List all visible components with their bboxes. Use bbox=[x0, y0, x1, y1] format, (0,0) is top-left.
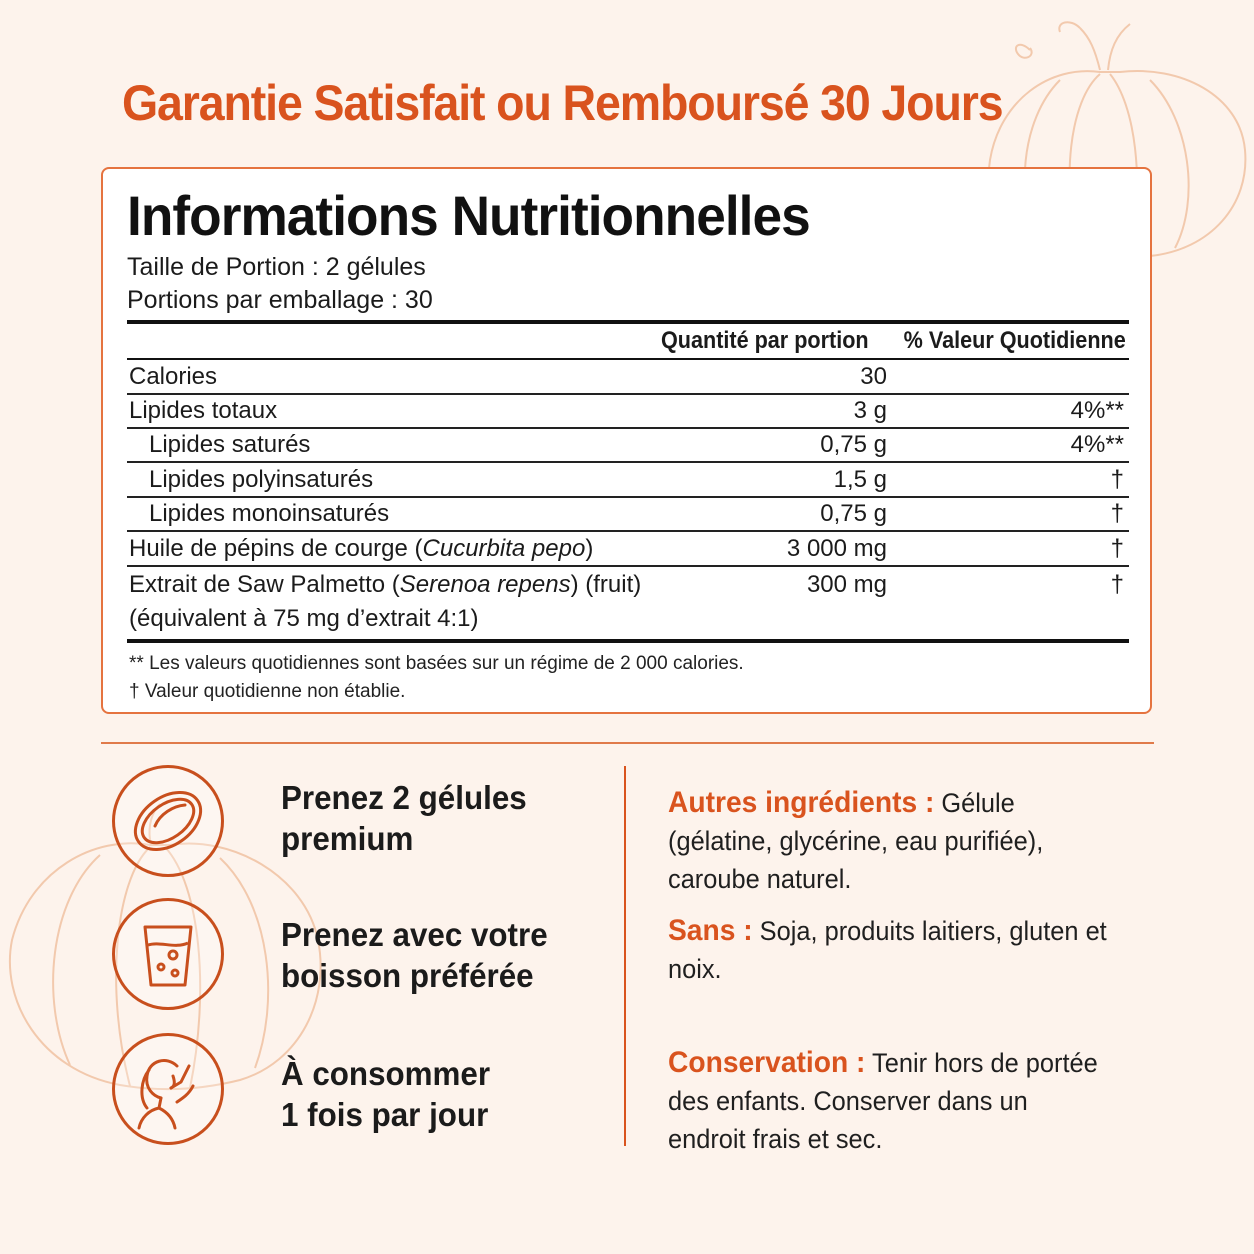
nutrient-label-calories: Calories bbox=[129, 363, 218, 390]
nutrient-label-monounsaturated-fat: Lipides monoinsaturés bbox=[149, 500, 390, 527]
nutrient-amount-monounsaturated-fat: 0,75 g bbox=[820, 500, 887, 527]
row-separator bbox=[127, 461, 1129, 463]
row-separator bbox=[127, 530, 1129, 532]
nutrient-amount-saturated-fat: 0,75 g bbox=[820, 431, 887, 458]
nutrition-facts-panel bbox=[101, 167, 1152, 714]
step-line: 1 fois par jour bbox=[281, 1096, 489, 1133]
column-header-amount: Quantité par portion bbox=[661, 327, 869, 354]
row-separator bbox=[127, 496, 1129, 498]
section-divider bbox=[101, 742, 1154, 744]
row-separator bbox=[127, 565, 1129, 567]
label-end: ) bbox=[585, 535, 594, 562]
nutrient-dv-polyunsaturated-fat: † bbox=[1110, 466, 1124, 493]
row-separator bbox=[127, 427, 1129, 429]
nutrient-label-total-fat: Lipides totaux bbox=[129, 397, 278, 424]
nutrient-dv-total-fat: 4%** bbox=[1070, 397, 1124, 424]
footnote-daily-values: ** Les valeurs quotidiennes sont basées sur un régime de 2 000 calories. bbox=[129, 653, 744, 674]
nutrient-dv-pumpkin-seed-oil: † bbox=[1110, 535, 1124, 562]
nutrient-label-polyunsaturated-fat: Lipides polyinsaturés bbox=[149, 466, 374, 493]
thick-rule-bottom bbox=[127, 639, 1129, 643]
nutrient-amount-saw-palmetto: 300 mg bbox=[806, 571, 887, 598]
nutrient-amount-total-fat: 3 g bbox=[853, 397, 887, 424]
storage-instructions bbox=[668, 1044, 1110, 1158]
thick-rule-top bbox=[127, 320, 1129, 324]
column-header-daily-value: % Valeur Quotidienne bbox=[903, 327, 1126, 354]
allergen-free-label: Sans : bbox=[668, 914, 753, 947]
step-line: À consommer bbox=[281, 1055, 491, 1092]
step-line: Prenez 2 gélules bbox=[281, 779, 527, 816]
column-divider bbox=[624, 766, 626, 1146]
label-main: Extrait de Saw Palmetto ( bbox=[129, 571, 400, 598]
footnote-not-established: † Valeur quotidienne non établie. bbox=[129, 681, 406, 702]
allergen-free bbox=[668, 912, 1110, 988]
label-main: Huile de pépins de courge ( bbox=[129, 535, 423, 562]
guarantee-headline: Garantie Satisfait ou Remboursé 30 Jours bbox=[122, 75, 1003, 131]
latin-name: Cucurbita pepo bbox=[422, 535, 586, 562]
other-ingredients-label: Autres ingrédients : bbox=[668, 786, 935, 819]
other-ingredients bbox=[668, 784, 1110, 898]
nutrient-amount-polyunsaturated-fat: 1,5 g bbox=[833, 466, 887, 493]
latin-name: Serenoa repens bbox=[399, 571, 571, 598]
nutrient-label-pumpkin-seed-oil bbox=[129, 535, 593, 563]
row-separator bbox=[127, 393, 1129, 395]
step-line: boisson préférée bbox=[281, 957, 534, 994]
nutrient-dv-saturated-fat: 4%** bbox=[1070, 431, 1124, 458]
nutrient-label-saw-palmetto bbox=[129, 571, 641, 599]
serving-size: Taille de Portion : 2 gélules bbox=[127, 253, 426, 281]
header-rule bbox=[127, 358, 1129, 360]
woman-drinking-icon bbox=[112, 1033, 224, 1145]
step-take-with-drink bbox=[281, 914, 548, 996]
step-line: Prenez avec votre bbox=[281, 916, 548, 953]
nutrient-dv-saw-palmetto: † bbox=[1110, 571, 1124, 598]
capsule-icon bbox=[112, 765, 224, 877]
nutrient-amount-calories: 30 bbox=[860, 363, 887, 390]
label-end: ) (fruit) bbox=[570, 571, 642, 598]
nutrient-label-saturated-fat: Lipides saturés bbox=[149, 431, 311, 458]
step-once-daily bbox=[281, 1053, 490, 1135]
storage-label: Conservation : bbox=[668, 1046, 866, 1079]
step-line: premium bbox=[281, 820, 414, 857]
allergen-free-text: Soja, produits laitiers, gluten et noix. bbox=[668, 916, 1107, 984]
nutrient-label-saw-palmetto-equivalent: (équivalent à 75 mg d’extrait 4:1) bbox=[129, 605, 479, 632]
nutrient-amount-pumpkin-seed-oil: 3 000 mg bbox=[786, 535, 887, 562]
nutrient-dv-monounsaturated-fat: † bbox=[1110, 500, 1124, 527]
other-ingredients-text: Gélule (gélatine, glycérine, eau purifiée), caroube naturel. bbox=[668, 788, 1044, 894]
servings-per-container: Portions par emballage : 30 bbox=[127, 286, 433, 314]
step-take-capsules bbox=[281, 777, 527, 859]
glass-icon bbox=[112, 898, 224, 1010]
storage-text: Tenir hors de portée des enfants. Conserver dans un endroit frais et sec. bbox=[668, 1048, 1098, 1154]
nutrition-title: Informations Nutritionnelles bbox=[127, 184, 810, 247]
